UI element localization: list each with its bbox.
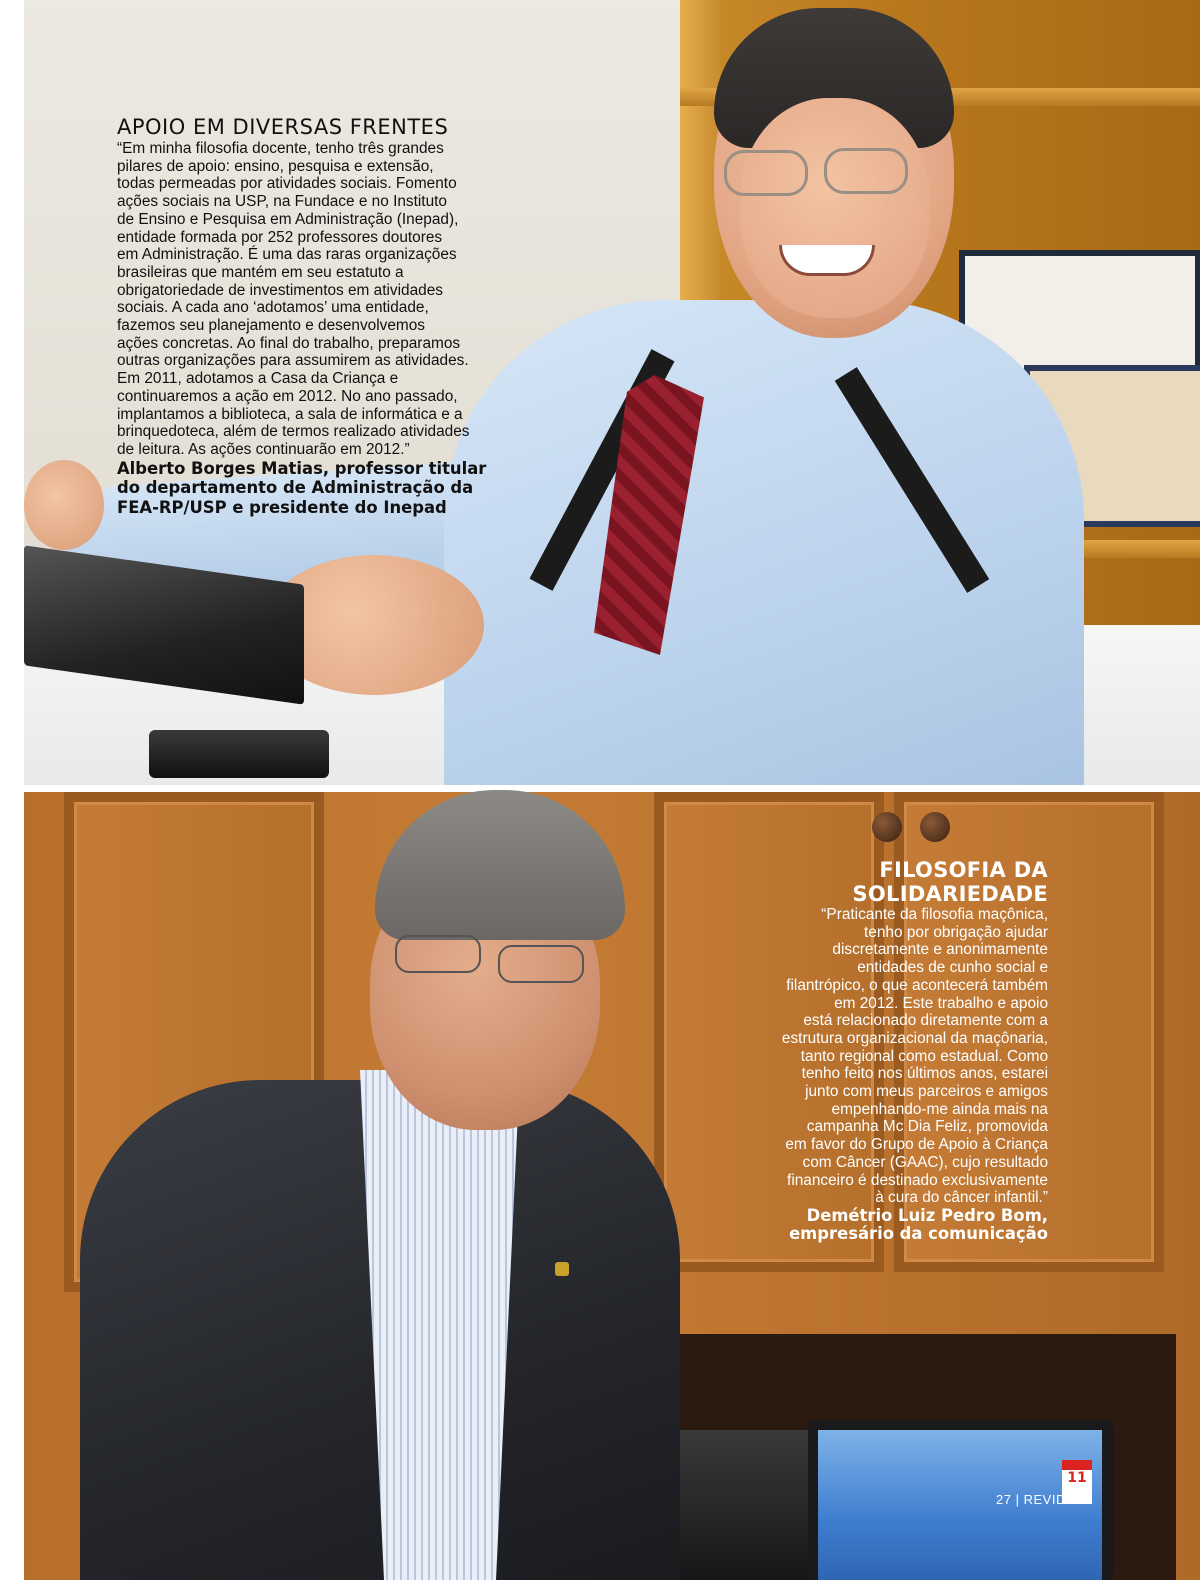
quote-line: “Em minha filosofia docente, tenho três grandes bbox=[117, 140, 444, 157]
hand bbox=[24, 460, 104, 550]
article-block-bottom bbox=[722, 858, 1048, 1244]
quote-line: filantrópico, o que acontecerá também bbox=[786, 976, 1048, 994]
quote-line: junto com meus parceiros e amigos bbox=[805, 1083, 1048, 1101]
quote-line: tenho feito nos últimos anos, estarei bbox=[801, 1065, 1048, 1083]
signature-line: Alberto Borges Matias, professor titular bbox=[117, 458, 487, 478]
signature bbox=[722, 1207, 1048, 1244]
quote-line: todas permeadas por atividades sociais. Fomento bbox=[117, 175, 457, 193]
recorder-device bbox=[149, 730, 329, 778]
quote-line: entidades de cunho social e bbox=[857, 959, 1048, 977]
section-title: APOIO EM DIVERSAS FRENTES bbox=[117, 115, 449, 139]
signature bbox=[117, 459, 527, 518]
quote-line: em favor do Grupo de Apoio à Criança bbox=[785, 1136, 1048, 1154]
quote-line: brinquedoteca, além de termos realizado atividades bbox=[117, 423, 470, 441]
title-line: FILOSOFIA DA bbox=[879, 858, 1048, 882]
quote-line: em 2012. Este trabalho e apoio bbox=[834, 994, 1048, 1012]
striped-shirt bbox=[360, 1070, 520, 1580]
section-title bbox=[722, 858, 1048, 906]
cabinet-knob bbox=[920, 812, 950, 842]
signature-line: Demétrio Luiz Pedro Bom, bbox=[806, 1205, 1048, 1225]
quote-line: campanha Mc Dia Feliz, promovida bbox=[806, 1118, 1048, 1136]
quote-line: discretamente e anonimamente bbox=[832, 941, 1048, 959]
title-line: SOLIDARIEDADE bbox=[852, 882, 1048, 906]
shirt bbox=[444, 300, 1084, 785]
quote-line: com Câncer (GAAC), cujo resultado bbox=[802, 1153, 1048, 1171]
quote-line: sociais. A cada ano ‘adotamos’ uma entidade, bbox=[117, 299, 429, 317]
quote-line: financeiro é destinado exclusivamente bbox=[787, 1171, 1048, 1189]
quote-line: ações concretas. Ao final do trabalho, preparamos bbox=[117, 334, 461, 352]
quote-line: estrutura organizacional da maçônaria, bbox=[781, 1029, 1048, 1047]
quote-line: entidade formada por 252 professores doutores bbox=[117, 228, 443, 246]
glasses-lens bbox=[498, 945, 584, 983]
quote-line: ações sociais na USP, na Fundace e no Instituto bbox=[117, 193, 447, 211]
glasses-lens bbox=[724, 150, 808, 196]
quote-line: empenhando-me ainda mais na bbox=[831, 1100, 1048, 1118]
cabinet-knob bbox=[872, 812, 902, 842]
quote-line: Em 2011, adotamos a Casa da Criança e bbox=[117, 370, 399, 388]
quote-line: pilares de apoio: ensino, pesquisa e extensão, bbox=[117, 157, 434, 175]
computer-tower bbox=[670, 1430, 815, 1580]
quote-line: tanto regional como estadual. Como bbox=[800, 1047, 1048, 1065]
publication-name: REVIDE bbox=[1023, 1492, 1076, 1507]
quote-line: de leitura. As ações continuarão em 2012.” bbox=[117, 440, 410, 458]
signature-line: do departamento de Administração da bbox=[117, 478, 474, 498]
page-margin bbox=[0, 0, 24, 1580]
quote-line: brasileiras que mantém em seu estatuto a bbox=[117, 263, 404, 281]
lapel-pin bbox=[555, 1262, 569, 1276]
quote-line: tenho por obrigação ajudar bbox=[864, 923, 1048, 941]
glasses-lens bbox=[395, 935, 481, 973]
page-footer bbox=[996, 1492, 1075, 1507]
quote bbox=[722, 906, 1048, 1207]
article-block-top bbox=[117, 114, 527, 517]
quote-line: implantamos a biblioteca, a sala de informática e a bbox=[117, 405, 463, 423]
quote-line: fazemos seu planejamento e desenvolvemos bbox=[117, 317, 425, 335]
page-number: 27 bbox=[996, 1492, 1012, 1507]
quote-line: continuaremos a ação em 2012. No ano passado, bbox=[117, 387, 458, 405]
quote-line: “Praticante da filosofia maçônica, bbox=[821, 906, 1048, 923]
quote bbox=[117, 140, 527, 459]
quote-line: à cura do câncer infantil.” bbox=[875, 1189, 1048, 1207]
signature-line: FEA-RP/USP e presidente do Inepad bbox=[117, 497, 447, 517]
calendar-day: 11 bbox=[1067, 1470, 1087, 1486]
quote-line: obrigatoriedade de investimentos em atividades bbox=[117, 281, 443, 299]
quote-line: em Administração. É uma das raras organizações bbox=[117, 246, 457, 264]
quote-line: outras organizações para assumirem as atividades. bbox=[117, 352, 469, 370]
face-skin bbox=[740, 98, 930, 318]
glasses-lens bbox=[824, 148, 908, 194]
signature-line: empresário da comunicação bbox=[789, 1224, 1048, 1244]
footer-separator: | bbox=[1015, 1492, 1020, 1507]
quote-line: está relacionado diretamente com a bbox=[803, 1012, 1048, 1030]
quote-line: de Ensino e Pesquisa em Administração (Inepad), bbox=[117, 210, 459, 228]
